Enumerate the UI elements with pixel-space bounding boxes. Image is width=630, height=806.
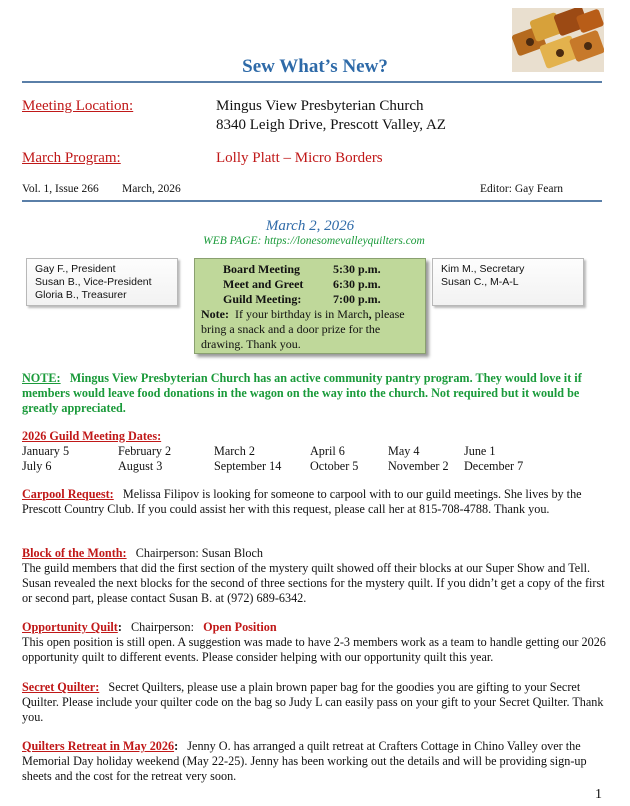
guild-dates-section bbox=[22, 429, 606, 474]
birthday-note bbox=[201, 307, 419, 352]
event-date: March 2, 2026 bbox=[265, 218, 355, 234]
guild-date: September 14 bbox=[214, 459, 282, 473]
march-program-label: March Program: bbox=[22, 150, 121, 166]
guild-date: November 2 bbox=[388, 459, 449, 473]
guild-date: April 6 bbox=[310, 444, 345, 458]
retreat-section bbox=[22, 739, 606, 784]
schedule-name: Guild Meeting: bbox=[223, 292, 302, 306]
retreat-heading: Quilters Retreat in May 2026 bbox=[22, 739, 175, 753]
editor-credit: Editor: Gay Fearn bbox=[480, 183, 564, 195]
block-chair: Chairperson: Susan Bloch bbox=[135, 546, 264, 560]
guild-date: January 5 bbox=[22, 444, 70, 458]
officer-president: Gay F., President bbox=[35, 263, 116, 275]
secret-quilter-section bbox=[22, 680, 606, 725]
secret-text: Secret Quilters, please use a plain brown paper bag for the goodies you are gifting to your Secret Quilter. Please include your quilter code on the bag so Judy L can easily pass on your gift to your Secret Quilter. Thank you. bbox=[22, 680, 604, 724]
meeting-location-label: Meeting Location: bbox=[22, 98, 134, 114]
issue-volume: Vol. 1, Issue 266 bbox=[22, 183, 99, 195]
guild-date: May 4 bbox=[388, 444, 420, 458]
page-number: 1 bbox=[595, 787, 602, 802]
schedule-name: Board Meeting bbox=[223, 262, 300, 276]
schedule-time: 6:30 p.m. bbox=[333, 277, 381, 291]
guild-dates-heading: 2026 Guild Meeting Dates: bbox=[22, 429, 162, 443]
opportunity-text: This open position is still open. A suggestion was made to have 2-3 members work as a team to handle getting our 2026 opportunity quilt to different events. Please consider helping with our opportunity quilt this year. bbox=[22, 635, 606, 664]
opportunity-position: Open Position bbox=[203, 620, 277, 634]
opportunity-heading: Opportunity Quilt bbox=[22, 620, 118, 634]
newsletter-title: Sew What’s New? bbox=[242, 56, 388, 77]
schedule-row-greet bbox=[201, 277, 419, 292]
officer-secretary: Kim M., Secretary bbox=[441, 263, 525, 275]
march-program-value: Lolly Platt – Micro Borders bbox=[216, 150, 383, 166]
schedule-row-board bbox=[201, 262, 419, 277]
note-comma: , bbox=[368, 307, 372, 321]
officer-vice-president: Susan B., Vice-President bbox=[35, 276, 152, 288]
note-label: Note: bbox=[201, 307, 229, 321]
pantry-note-label: NOTE: bbox=[22, 371, 61, 385]
officers-right-box bbox=[432, 258, 584, 306]
block-heading: Block of the Month: bbox=[22, 546, 127, 560]
guild-date: March 2 bbox=[214, 444, 255, 458]
block-text: The guild members that did the first section of the mystery quilt showed off their blocks at our Super Show and Tell. Susan revealed the next blocks for the second of three sections for the mystery quilt. If you didn’t get a copy of the first or second part, please contact Susan B. at (972) 689-6342. bbox=[22, 561, 605, 605]
issue-divider bbox=[22, 200, 602, 202]
pantry-note-text: Mingus View Presbyterian Church has an active community pantry program. They would love it if members would leave food donations in the wagon on the way into the church. Not required but it would be greatly appreciated. bbox=[22, 371, 582, 415]
officer-member-at-large: Susan C., M-A-L bbox=[441, 276, 519, 288]
officers-left-box bbox=[26, 258, 178, 306]
schedule-time: 5:30 p.m. bbox=[333, 262, 381, 276]
guild-date: October 5 bbox=[310, 459, 359, 473]
secret-heading: Secret Quilter: bbox=[22, 680, 100, 694]
carpool-text: Melissa Filipov is looking for someone to carpool with to our guild meetings. She lives by the Prescott Country Club. If you could assist her with this request, please call her at 815-708-4788. Thank you. bbox=[22, 487, 582, 516]
meeting-location-line2: 8340 Leigh Drive, Prescott Valley, AZ bbox=[216, 117, 446, 133]
officer-treasurer: Gloria B., Treasurer bbox=[35, 289, 127, 301]
header-divider bbox=[22, 81, 602, 83]
web-page-link[interactable]: WEB PAGE: https://lonesomevalleyquilters.com bbox=[203, 235, 425, 247]
issue-date: March, 2026 bbox=[122, 183, 181, 195]
carpool-heading: Carpool Request: bbox=[22, 487, 114, 501]
opportunity-quilt-section bbox=[22, 620, 606, 665]
retreat-text: Jenny O. has arranged a quilt retreat at Crafters Cottage in Chino Valley over the Memorial Day holiday weekend (May 22-25). Jenny has been working out the details and will be providing sign-up sheets and the cost for the retreat very soon. bbox=[22, 739, 587, 783]
carpool-section bbox=[22, 487, 606, 517]
retreat-colon: : bbox=[174, 739, 179, 753]
guild-date: August 3 bbox=[118, 459, 163, 473]
guild-date: February 2 bbox=[118, 444, 172, 458]
guild-dates-grid bbox=[22, 444, 606, 474]
note-text-2: please bring a snack and a door prize for the drawing. Thank you. bbox=[201, 307, 405, 351]
guild-date: June 1 bbox=[464, 444, 496, 458]
schedule-time: 7:00 p.m. bbox=[333, 292, 381, 306]
guild-date: July 6 bbox=[22, 459, 52, 473]
meeting-schedule-box bbox=[194, 258, 426, 354]
opportunity-chair-label: Chairperson: bbox=[131, 620, 194, 634]
opportunity-colon: : bbox=[117, 620, 122, 634]
meeting-location-line1: Mingus View Presbyterian Church bbox=[216, 98, 424, 114]
block-of-month-section bbox=[22, 546, 606, 606]
schedule-name: Meet and Greet bbox=[223, 277, 304, 291]
guild-date: December 7 bbox=[464, 459, 524, 473]
pantry-note bbox=[22, 371, 606, 416]
schedule-row-guild bbox=[201, 292, 419, 307]
note-text-1: If your birthday is in March bbox=[234, 307, 369, 321]
